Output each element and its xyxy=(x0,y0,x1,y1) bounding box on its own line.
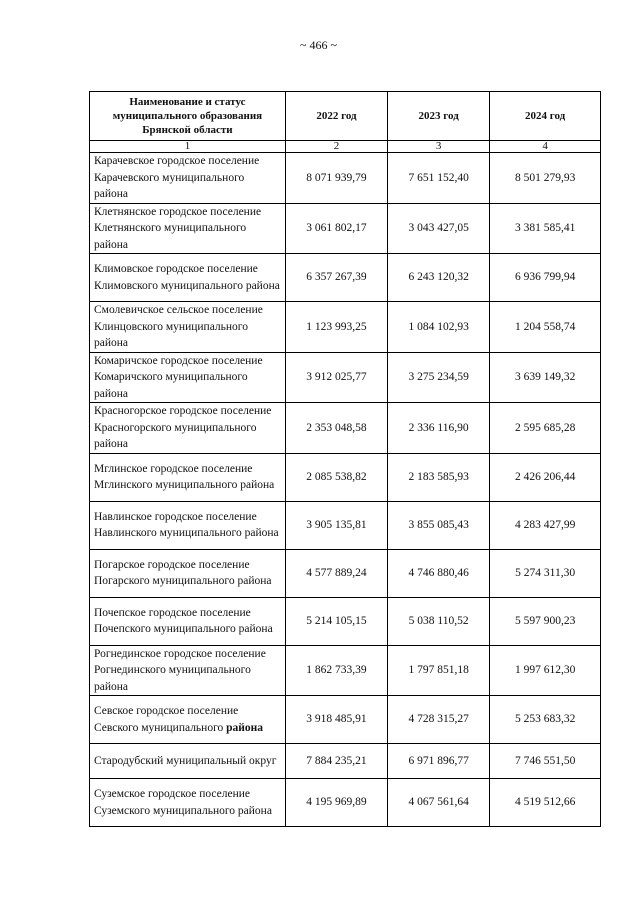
value-2024: 3 381 585,41 xyxy=(490,203,601,254)
header-2024: 2024 год xyxy=(490,92,601,141)
value-2023: 6 243 120,32 xyxy=(388,254,490,302)
value-2024: 2 595 685,28 xyxy=(490,403,601,454)
table-row xyxy=(90,645,601,696)
value-2024: 5 274 311,30 xyxy=(490,549,601,597)
municipality-name: Красногорское городское поселение Красногорского муниципального района xyxy=(90,403,286,454)
column-number: 2 xyxy=(285,141,387,153)
column-number: 4 xyxy=(490,141,601,153)
value-2022: 5 214 105,15 xyxy=(285,597,387,645)
municipality-name-text: Севское городское поселение Севского муниципального xyxy=(94,705,239,734)
table-row xyxy=(90,302,601,353)
value-2024: 2 426 206,44 xyxy=(490,453,601,501)
header-2023: 2023 год xyxy=(388,92,490,141)
table-row xyxy=(90,453,601,501)
value-2023: 5 038 110,52 xyxy=(388,597,490,645)
value-2023: 4 746 880,46 xyxy=(388,549,490,597)
value-2022: 4 195 969,89 xyxy=(285,779,387,827)
value-2022: 3 918 485,91 xyxy=(285,696,387,744)
value-2022: 1 123 993,25 xyxy=(285,302,387,353)
value-2023: 4 728 315,27 xyxy=(388,696,490,744)
table-row xyxy=(90,403,601,454)
header-2022: 2022 год xyxy=(285,92,387,141)
column-number: 1 xyxy=(90,141,286,153)
municipality-name-bold-tail: района xyxy=(226,721,264,734)
value-2024: 7 746 551,50 xyxy=(490,744,601,779)
value-2023: 3 043 427,05 xyxy=(388,203,490,254)
value-2023: 4 067 561,64 xyxy=(388,779,490,827)
municipality-name: Навлинское городское поселение Навлинского муниципального района xyxy=(90,501,286,549)
value-2024: 3 639 149,32 xyxy=(490,352,601,403)
header-row xyxy=(90,92,601,141)
value-2023: 6 971 896,77 xyxy=(388,744,490,779)
value-2022: 3 912 025,77 xyxy=(285,352,387,403)
value-2022: 3 905 135,81 xyxy=(285,501,387,549)
municipality-name: Клетнянское городское поселение Клетнянского муниципального района xyxy=(90,203,286,254)
value-2022: 2 085 538,82 xyxy=(285,453,387,501)
table-row xyxy=(90,696,601,744)
table-row xyxy=(90,597,601,645)
table-row xyxy=(90,254,601,302)
value-2022: 8 071 939,79 xyxy=(285,153,387,204)
municipality-name: Рогнединское городское поселение Рогнединского муниципального района xyxy=(90,645,286,696)
value-2024: 5 253 683,32 xyxy=(490,696,601,744)
value-2024: 4 519 512,66 xyxy=(490,779,601,827)
municipality-name: Смолевичское сельское поселение Клинцовского муниципального района xyxy=(90,302,286,353)
value-2022: 1 862 733,39 xyxy=(285,645,387,696)
table-row xyxy=(90,744,601,779)
value-2022: 7 884 235,21 xyxy=(285,744,387,779)
municipality-name: Стародубский муниципальный округ xyxy=(90,744,286,779)
municipality-name: Погарское городское поселение Погарского муниципального района xyxy=(90,549,286,597)
table-row xyxy=(90,153,601,204)
municipality-name: Комаричское городское поселение Комаричского муниципального района xyxy=(90,352,286,403)
municipality-name: Почепское городское поселение Почепского муниципального района xyxy=(90,597,286,645)
municipality-name: Карачевское городское поселение Карачевского муниципального района xyxy=(90,153,286,204)
value-2023: 7 651 152,40 xyxy=(388,153,490,204)
value-2023: 3 275 234,59 xyxy=(388,352,490,403)
municipality-name: Суземское городское поселение Суземского муниципального района xyxy=(90,779,286,827)
table-row xyxy=(90,549,601,597)
budget-table xyxy=(89,91,601,827)
value-2023: 1 084 102,93 xyxy=(388,302,490,353)
table-row xyxy=(90,501,601,549)
column-number-row xyxy=(90,141,601,153)
value-2024: 5 597 900,23 xyxy=(490,597,601,645)
page-number: ~ 466 ~ xyxy=(300,38,337,52)
value-2024: 1 997 612,30 xyxy=(490,645,601,696)
value-2024: 4 283 427,99 xyxy=(490,501,601,549)
value-2024: 8 501 279,93 xyxy=(490,153,601,204)
table-row xyxy=(90,779,601,827)
header-municipality: Наименование и статус муниципального образования Брянской области xyxy=(90,92,286,141)
municipality-name: Климовское городское поселение Климовского муниципального района xyxy=(90,254,286,302)
value-2023: 2 336 116,90 xyxy=(388,403,490,454)
column-number: 3 xyxy=(388,141,490,153)
value-2024: 1 204 558,74 xyxy=(490,302,601,353)
municipality-name xyxy=(90,696,286,744)
value-2022: 3 061 802,17 xyxy=(285,203,387,254)
table-row xyxy=(90,352,601,403)
table-row xyxy=(90,203,601,254)
municipality-name: Мглинское городское поселение Мглинского муниципального района xyxy=(90,453,286,501)
value-2023: 3 855 085,43 xyxy=(388,501,490,549)
value-2024: 6 936 799,94 xyxy=(490,254,601,302)
value-2022: 2 353 048,58 xyxy=(285,403,387,454)
value-2023: 1 797 851,18 xyxy=(388,645,490,696)
value-2022: 4 577 889,24 xyxy=(285,549,387,597)
value-2023: 2 183 585,93 xyxy=(388,453,490,501)
value-2022: 6 357 267,39 xyxy=(285,254,387,302)
